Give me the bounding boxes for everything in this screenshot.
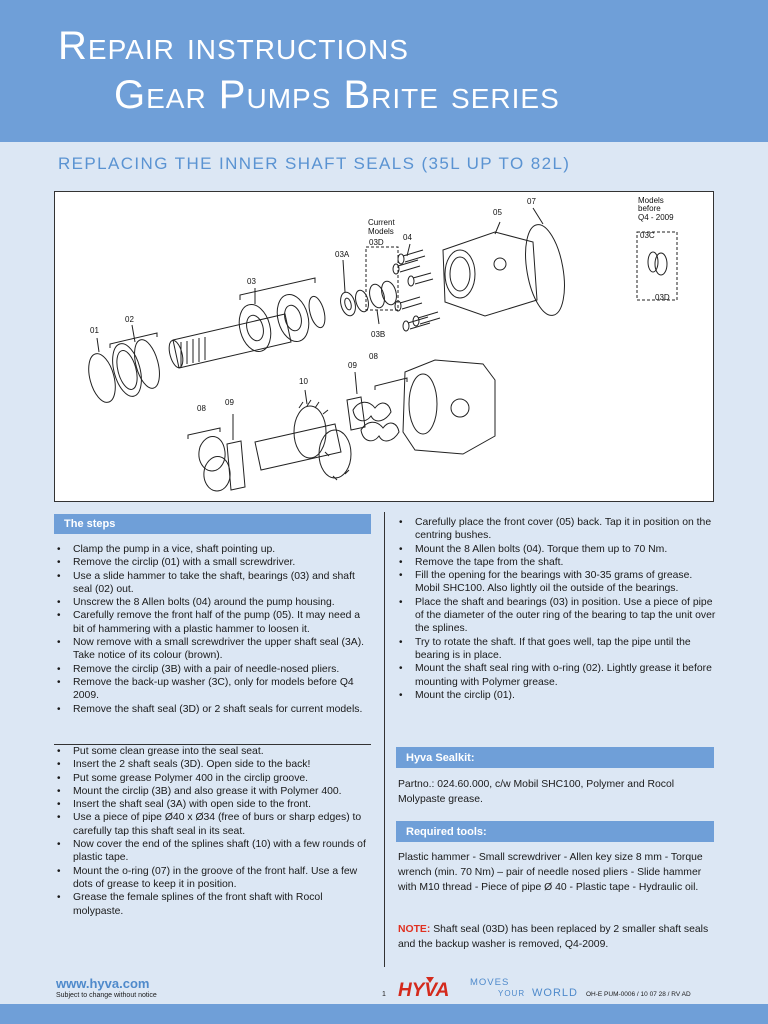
diagram-label-05: 05	[493, 208, 502, 217]
list-item: • Grease the female splines of the front shaft with Rocol molypaste.	[54, 891, 372, 918]
tagline-world: WORLD	[532, 987, 578, 999]
list-item: • Put some grease Polymer 400 in the circlip groove.	[54, 772, 372, 785]
list-item: • Unscrew the 8 Allen bolts (04) around the pump housing.	[54, 596, 372, 609]
diagram-label-09-right: 09	[348, 361, 357, 370]
exploded-diagram	[54, 191, 714, 502]
steps-list-disassembly	[54, 543, 372, 716]
diagram-label-models-before-2: before	[638, 204, 661, 213]
part-08-seal-left	[199, 437, 225, 472]
list-item: • Use a slide hammer to take the shaft, bearings (03) and shaft seal (02) out.	[54, 570, 372, 597]
list-item: • Carefully remove the front half of the pump (05). It may need a bit of hammering with a plastic hammer to loosen it.	[54, 609, 372, 636]
footer-url-link[interactable]: www.hyva.com	[56, 976, 150, 991]
part-07-o-ring	[519, 222, 570, 319]
tools-heading: Required tools:	[396, 821, 714, 842]
part-03a-seal	[338, 291, 358, 318]
note-label: NOTE:	[398, 924, 431, 935]
list-item: • Mount the circlip (3B) and also grease it with Polymer 400.	[54, 785, 372, 798]
note-text: Shaft seal (03D) has been replaced by 2 smaller shaft seals and the backup washer is removed, Q4-2009.	[398, 924, 709, 950]
part-08-seal-right	[353, 402, 391, 421]
list-item: • Carefully place the front cover (05) back. Tap it in position on the centring bushes.	[396, 516, 716, 543]
bottom-bar	[0, 1004, 768, 1024]
list-item: • Mount the circlip (01).	[396, 689, 716, 702]
part-04-bolts	[393, 250, 440, 331]
title-line-2: Gear Pumps Brite series	[114, 73, 560, 117]
list-item: • Mount the shaft seal ring with o-ring (02). Lightly grease it before mounting with Polymer grease.	[396, 662, 716, 689]
list-item: • Try to rotate the shaft. If that goes well, tap the pipe until the bearing is in place.	[396, 636, 716, 663]
footer-disclaimer: Subject to change without notice	[56, 992, 157, 999]
diagram-label-01: 01	[90, 326, 99, 335]
diagram-label-04: 04	[403, 233, 412, 242]
hyva-logo	[398, 977, 466, 999]
models-before-box	[637, 232, 677, 300]
list-item: • Remove the shaft seal (3D) or 2 shaft seals for current models.	[54, 703, 372, 716]
list-item: • Remove the tape from the shaft.	[396, 556, 716, 569]
list-item: • Remove the circlip (01) with a small screwdriver.	[54, 556, 372, 569]
list-item: • Place the shaft and bearings (03) in position. Use a piece of pipe of the diameter of the outer ring of the bearing to tap the unit over the splines.	[396, 596, 716, 636]
diagram-label-08-right: 08	[369, 352, 378, 361]
steps-list-assembly	[54, 745, 372, 918]
list-item: • Now cover the end of the splines shaft (10) with a few rounds of plastic tape.	[54, 838, 372, 865]
part-03b-circlip	[353, 289, 370, 313]
list-item: • Clamp the pump in a vice, shaft pointing up.	[54, 543, 372, 556]
part-09-plate-left	[227, 441, 245, 490]
list-item: • Put some clean grease into the seal seat.	[54, 745, 372, 758]
list-item: • Use a piece of pipe Ø40 x Ø34 (free of burs or sharp edges) to carefully tap this shaft seal in its seat.	[54, 811, 372, 838]
diagram-label-09-left: 09	[225, 398, 234, 407]
diagram-label-03: 03	[247, 277, 256, 286]
list-item: • Mount the o-ring (07) in the groove of the front half. Use a few dots of grease to keep it in position.	[54, 865, 372, 892]
part-shaft	[173, 314, 291, 368]
list-item: • Fill the opening for the bearings with 30-35 grams of grease. Mobil SHC100. Also lightly oil the outside of the bearings.	[396, 569, 716, 596]
diagram-label-10: 10	[299, 377, 308, 386]
pump-housing	[403, 360, 495, 454]
tools-text: Plastic hammer - Small screwdriver - Allen key size 8 mm - Torque wrench (min. 70 Nm) – pair of needle nosed pliers - Slide hammer with M10 thread - Piece of pipe Ø 40 - Plastic tape - Hydraulic oil.	[398, 852, 703, 893]
part-01-circlip	[84, 351, 120, 406]
title-line-1: Repair instructions	[58, 24, 409, 68]
list-item: • Remove the back-up washer (3C), only for models before Q4 2009.	[54, 676, 372, 703]
section-title: REPLACING THE INNER SHAFT SEALS (35L UP TO 82L)	[58, 154, 571, 173]
part-02-seal-outer	[107, 341, 146, 400]
sealkit-heading: Hyva Sealkit:	[396, 747, 714, 768]
diagram-label-current-models-1: Current	[368, 218, 395, 227]
list-item: • Now remove with a small screwdriver the upper shaft seal (3A). Take notice of its colour (brown).	[54, 636, 372, 663]
list-item: • Insert the shaft seal (3A) with open side to the front.	[54, 798, 372, 811]
diagram-label-07: 07	[527, 197, 536, 206]
diagram-label-03d-right: 03D	[655, 293, 670, 302]
part-09-plate-right	[347, 397, 365, 430]
diagram-label-models-before-1: Models	[638, 196, 664, 205]
diagram-label-03d-left: 03D	[369, 238, 384, 247]
document-reference: OH-E PUM-0006 / 10 07 28 / RV AD	[586, 991, 691, 998]
logo-text: HYVA	[398, 980, 450, 999]
exploded-diagram-svg	[55, 192, 713, 501]
diagram-label-03b: 03B	[371, 330, 386, 339]
diagram-label-02: 02	[125, 315, 134, 324]
part-05-front-cover	[443, 232, 537, 316]
sealkit-text: Partno.: 024.60.000, c/w Mobil SHC100, Polymer and Rocol Molypaste grease.	[398, 779, 675, 805]
steps-list-reassembly	[396, 516, 716, 702]
list-item: • Mount the 8 Allen bolts (04). Torque them up to 70 Nm.	[396, 543, 716, 556]
part-03-bearing-2	[272, 291, 313, 345]
page-number: 1	[382, 991, 386, 998]
tagline-your: YOUR	[498, 989, 526, 998]
column-divider	[384, 512, 385, 967]
tagline-moves: MOVES	[470, 977, 510, 988]
part-03d-seal-1	[367, 283, 387, 310]
steps-heading: The steps	[54, 514, 371, 534]
list-item: • Insert the 2 shaft seals (3D). Open side to the back!	[54, 758, 372, 771]
diagram-label-03a: 03A	[335, 250, 350, 259]
header-banner	[0, 0, 768, 142]
diagram-label-03c: 03C	[640, 231, 655, 240]
list-item: • Remove the circlip (3B) with a pair of needle-nosed pliers.	[54, 663, 372, 676]
note	[398, 922, 714, 952]
part-10-gear-shaft	[255, 400, 351, 480]
diagram-label-current-models-2: Models	[368, 227, 394, 236]
diagram-label-models-before-3: Q4 - 2009	[638, 213, 674, 222]
diagram-label-08-left: 08	[197, 404, 206, 413]
